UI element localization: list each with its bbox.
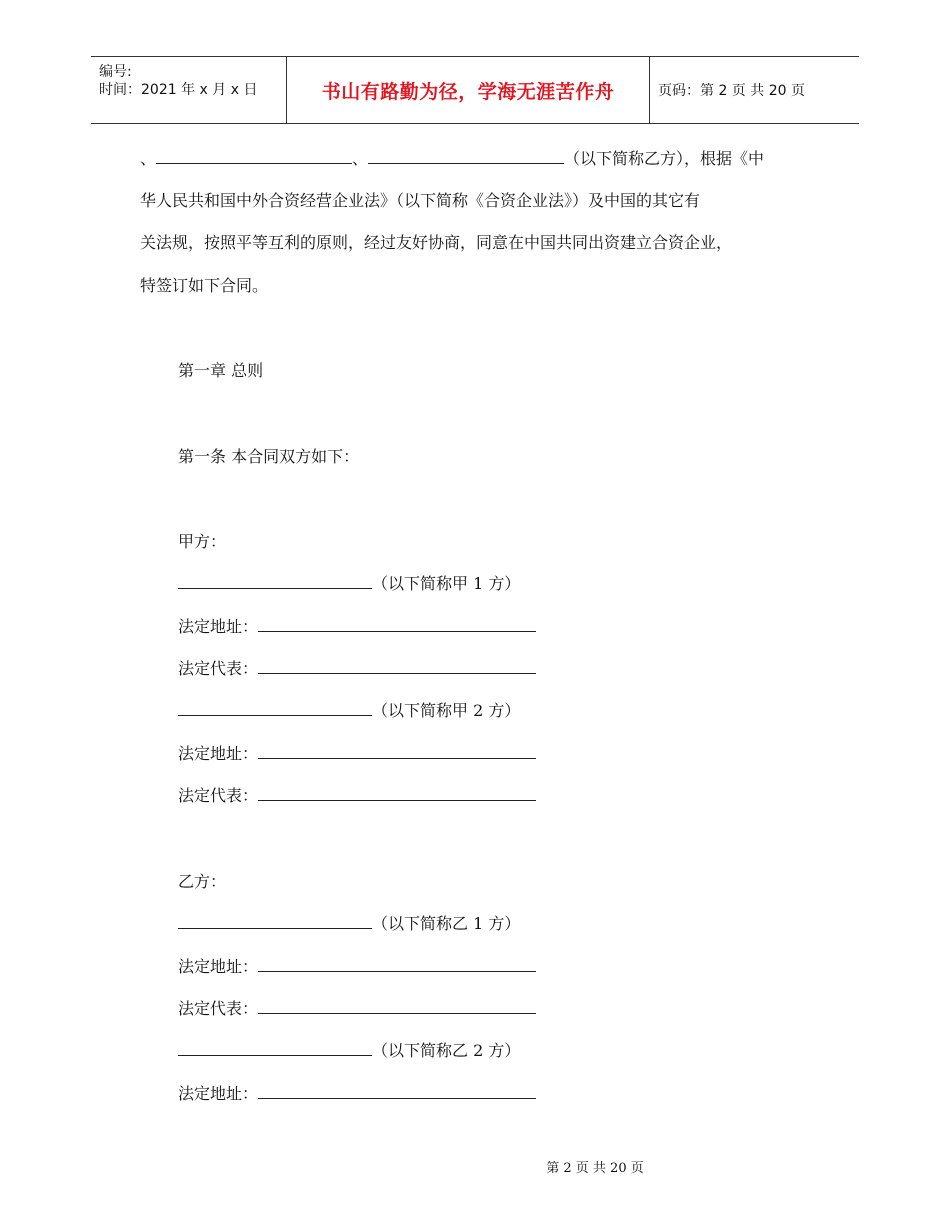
party-a2-name-row <box>178 698 520 721</box>
rep-blank <box>258 998 536 1014</box>
party-a2-address-row <box>178 741 536 764</box>
party-a2-suffix: （以下简称甲 2 方） <box>372 701 521 720</box>
rep-label: 法定代表： <box>178 786 259 805</box>
party-b1-rep-row <box>178 996 536 1019</box>
address-blank <box>258 1083 536 1099</box>
party-a1-name-row <box>178 571 520 594</box>
party-b-label: 乙方： <box>178 872 227 891</box>
name-blank <box>178 573 372 589</box>
party-a2-rep-row <box>178 783 536 806</box>
address-blank <box>258 956 536 972</box>
blank-line <box>368 148 564 164</box>
chapter-heading: 第一章 总则 <box>178 361 264 380</box>
intro-line-1 <box>140 146 764 169</box>
party-b1-name-row <box>178 911 520 934</box>
time-label: 时间：2021 年 x 月 x 日 <box>99 82 258 98</box>
party-b1-suffix: （以下简称乙 1 方） <box>372 914 521 933</box>
header-page-code: 页码：第 2 页 共 20 页 <box>658 83 805 99</box>
address-label: 法定地址： <box>178 1084 259 1103</box>
rep-label: 法定代表： <box>178 659 259 678</box>
blank-line <box>156 148 352 164</box>
party-a1-rep-row <box>178 656 536 679</box>
party-a-label: 甲方： <box>178 532 227 551</box>
name-blank <box>178 1040 372 1056</box>
address-blank <box>258 743 536 759</box>
intro-line-3: 关法规，按照平等互利的原则，经过友好协商，同意在中国共同出资建立合资企业， <box>140 233 733 252</box>
address-label: 法定地址： <box>178 744 259 763</box>
name-blank <box>178 913 372 929</box>
header-motto: 书山有路勤为径，学海无涯苦作舟 <box>287 57 650 123</box>
name-blank <box>178 700 372 716</box>
party-a1-suffix: （以下简称甲 1 方） <box>372 574 521 593</box>
header-meta <box>91 57 287 123</box>
article-heading: 第一条 本合同双方如下： <box>178 447 360 466</box>
rep-blank <box>258 785 536 801</box>
page-header <box>91 56 859 124</box>
rep-blank <box>258 658 536 674</box>
serial-label: 编号: <box>99 64 132 80</box>
address-label: 法定地址： <box>178 617 259 636</box>
separator: 、 <box>352 149 369 168</box>
party-b2-address-row <box>178 1081 536 1104</box>
intro-tail: （以下简称乙方），根据《中 <box>564 149 765 168</box>
party-b2-name-row <box>178 1038 520 1061</box>
page-footer-number: 第 2 页 共 20 页 <box>546 1161 644 1176</box>
address-label: 法定地址： <box>178 957 259 976</box>
party-b1-address-row <box>178 954 536 977</box>
separator: 、 <box>140 149 157 168</box>
intro-line-4: 特签订如下合同。 <box>140 276 269 295</box>
party-a1-address-row <box>178 614 536 637</box>
rep-label: 法定代表： <box>178 999 259 1018</box>
intro-line-2: 华人民共和国中外合资经营企业法》（以下简称《合资企业法》）及中国的其它有 <box>140 191 701 210</box>
party-b2-suffix: （以下简称乙 2 方） <box>372 1041 521 1060</box>
address-blank <box>258 616 536 632</box>
